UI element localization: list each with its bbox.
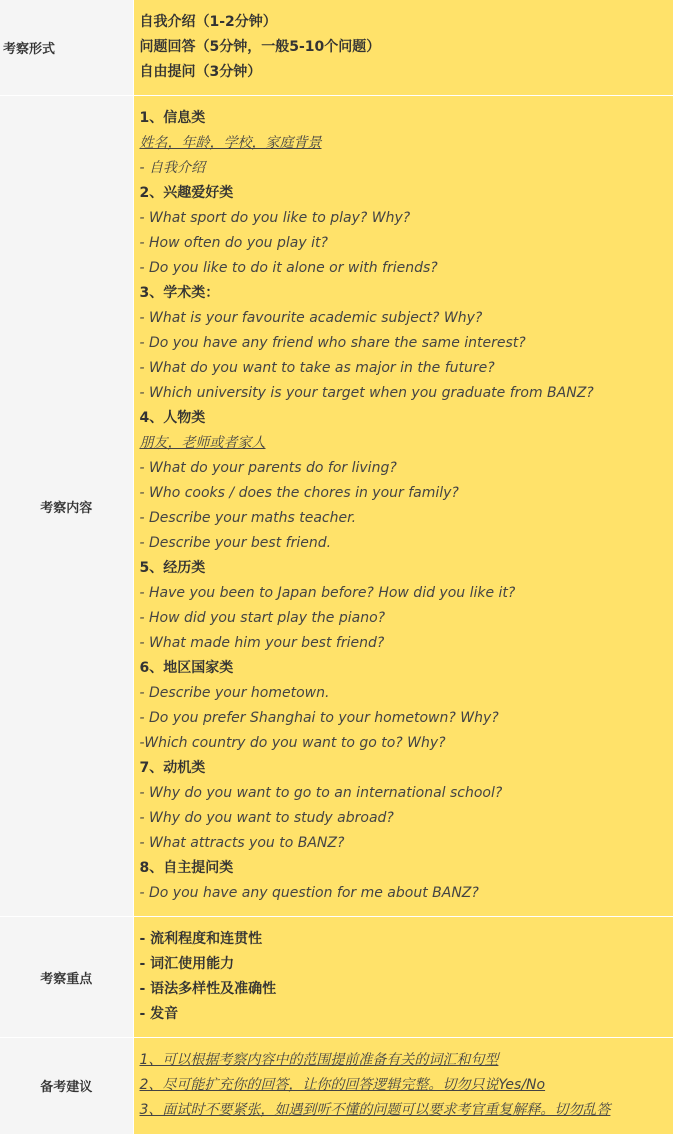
question-item: - What attracts you to BANZ? — [139, 835, 345, 851]
format-content — [133, 0, 673, 96]
category-heading: 2、兴趣爱好类 — [139, 185, 234, 201]
question-item: - What sport do you like to play? Why? — [139, 210, 411, 226]
question-item: - How often do you play it? — [139, 235, 328, 251]
format-line: 自由提问（3分钟） — [139, 64, 262, 80]
row-advice — [0, 1038, 673, 1134]
advice-item: 2、尽可能扩充你的回答，让你的回答逻辑完整。切勿只说Yes/No — [139, 1077, 546, 1094]
question-item: - Describe your maths teacher. — [139, 510, 357, 526]
format-line: 自我介绍（1-2分钟） — [139, 14, 277, 30]
content-label: 考察内容 — [0, 96, 133, 917]
question-item: - Which university is your target when you graduate from BANZ? — [139, 385, 594, 401]
question-item: - Why do you want to go to an international school? — [139, 785, 503, 801]
advice-label: 备考建议 — [0, 1038, 133, 1134]
question-item: - What is your favourite academic subject? Why? — [139, 310, 483, 326]
question-item: - How did you start play the piano? — [139, 610, 386, 626]
focus-item: - 流利程度和连贯性 — [139, 931, 263, 947]
question-item: - 自我介绍 — [139, 160, 206, 176]
category-heading: 5、经历类 — [139, 560, 206, 576]
question-item: - What do you want to take as major in the future? — [139, 360, 495, 376]
question-item: - What do your parents do for living? — [139, 460, 397, 476]
question-item: - What made him your best friend? — [139, 635, 385, 651]
format-line: 问题回答（5分钟，一般5-10个问题） — [139, 39, 381, 55]
focus-label: 考察重点 — [0, 917, 133, 1038]
focus-item: - 语法多样性及准确性 — [139, 981, 277, 997]
question-item: - Why do you want to study abroad? — [139, 810, 394, 826]
question-item: - Do you have any question for me about BANZ? — [139, 885, 479, 901]
category-heading: 7、动机类 — [139, 760, 206, 776]
format-label: 考察形式 — [0, 0, 133, 96]
question-item: -Which country do you want to go to? Why? — [139, 735, 446, 751]
row-format — [0, 0, 673, 96]
category-note: 朋友，老师或者家人 — [139, 435, 266, 451]
category-note: 姓名，年龄，学校，家庭背景 — [139, 135, 322, 151]
question-item: - Do you like to do it alone or with friends? — [139, 260, 438, 276]
category-heading: 3、学术类： — [139, 285, 220, 301]
advice-item: 3、面试时不要紧张，如遇到听不懂的问题可以要求考官重复解释。切勿乱答 — [139, 1102, 611, 1119]
advice-content — [133, 1038, 673, 1134]
question-item: - Who cooks / does the chores in your family? — [139, 485, 459, 501]
category-heading: 1、信息类 — [139, 110, 206, 126]
question-item: - Do you have any friend who share the same interest? — [139, 335, 526, 351]
focus-content — [133, 917, 673, 1038]
question-item: - Do you prefer Shanghai to your hometown? Why? — [139, 710, 499, 726]
question-item: - Describe your best friend. — [139, 535, 332, 551]
row-focus — [0, 917, 673, 1038]
advice-item: 1、可以根据考察内容中的范围提前准备有关的词汇和句型 — [139, 1052, 499, 1069]
question-item: - Describe your hometown. — [139, 685, 330, 701]
row-content — [0, 96, 673, 917]
category-heading: 6、地区国家类 — [139, 660, 234, 676]
question-item: - Have you been to Japan before? How did you like it? — [139, 585, 516, 601]
content-content — [133, 96, 673, 917]
category-heading: 4、人物类 — [139, 410, 206, 426]
category-heading: 8、自主提问类 — [139, 860, 234, 876]
focus-item: - 发音 — [139, 1006, 179, 1022]
focus-item: - 词汇使用能力 — [139, 956, 235, 972]
